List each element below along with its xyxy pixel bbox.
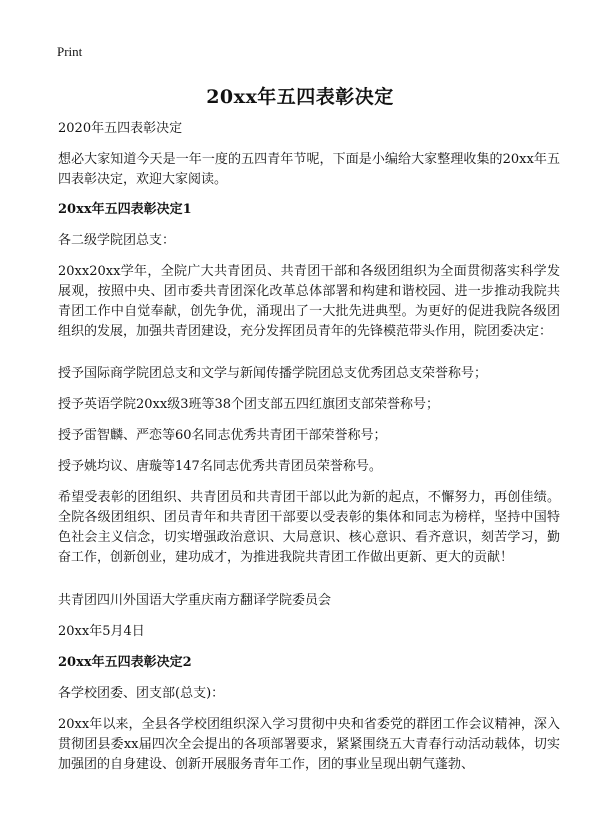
section1-date: 20xx年5月4日 (58, 624, 145, 639)
award-item-4: 授予姚均议、唐璇等147名同志优秀共青团员荣誉称号。 (58, 459, 382, 474)
section1-body: 20xx20xx学年，全院广大共青团员、共青团干部和各级团组织为全面贯彻落实科学发展观，按照中央、团市委共青团深化改革总体部署和构建和谐校园、进一步推动我院共青团工作中自觉奉献，创先争优，涌现出了一大批先进典型。为更好的促进我院各级团组织的发展，加强共青团建设，充分发挥团员青年的先锋模范带头作用，院团委决定： (58, 264, 560, 339)
document-subtitle: 2020年五四表彰决定 (58, 121, 183, 136)
award-item-2: 授予英语学院20xx级3班等38个团支部五四红旗团支部荣誉称号； (58, 397, 440, 412)
document-title: 20xx年五四表彰决定 (206, 86, 394, 108)
section2-heading: 20xx年五四表彰决定2 (58, 655, 192, 670)
section1-heading: 20xx年五四表彰决定1 (58, 202, 192, 217)
section2-body: 20xx年以来，全县各学校团组织深入学习贯彻中央和省委党的群团工作会议精神，深入贯彻团县委xx届四次全会提出的各项部署要求，紧紧围绕五大青春行动活动载体，切实加强团的自身建设、创新开展服务青年工作，团的事业呈现出朝气蓬勃、 (58, 717, 560, 772)
section1-signature: 共青团四川外国语大学重庆南方翻译学院委员会 (58, 593, 332, 608)
section1-closing: 希望受表彰的团组织、共青团员和共青团干部以此为新的起点，不懈努力，再创佳绩。全院各级团组织、团员青年和共青团干部要以受表彰的集体和同志为榜样，坚持中国特色社会主义信念，切实增强政治意识、大局意识、核心意识、看齐意识，刻苦学习，勤奋工作，创新创业，建功成才，为推进我院共青团工作做出更新、更大的贡献！ (58, 490, 560, 565)
award-item-1: 授予国际商学院团总支和文学与新闻传播学院团总支优秀团总支荣誉称号； (58, 366, 488, 381)
award-item-3: 授予雷智麟、严恋等60名同志优秀共青团干部荣誉称号； (58, 428, 387, 443)
section2-salutation: 各学校团委、团支部(总支)： (58, 686, 225, 701)
print-link[interactable]: Print (57, 44, 83, 59)
intro-paragraph: 想必大家知道今天是一年一度的五四青年节呢，下面是小编给大家整理收集的20xx年五四表彰决定，欢迎大家阅读。 (58, 152, 560, 187)
section1-salutation: 各二级学院团总支： (58, 233, 176, 248)
